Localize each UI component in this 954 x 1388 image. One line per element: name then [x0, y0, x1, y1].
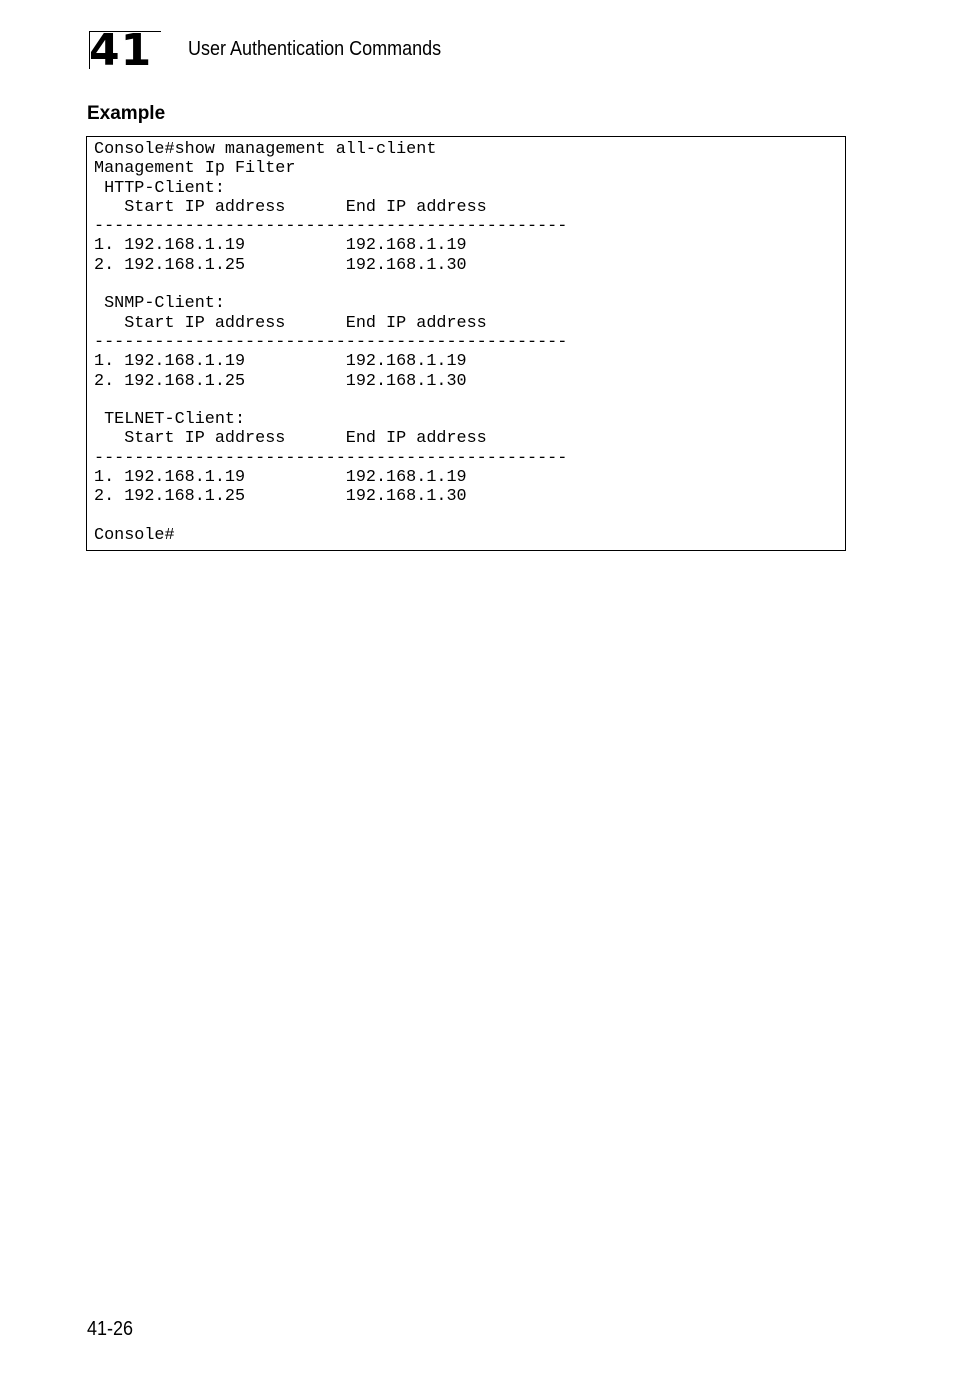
code-line: ----------------------------------------------- [94, 217, 568, 237]
chapter-title: User Authentication Commands [188, 38, 442, 60]
code-line: 2. 192.168.1.25 192.168.1.30 [94, 371, 467, 391]
code-line: Start IP address End IP address [94, 429, 487, 449]
code-example [94, 140, 567, 545]
section-heading: Example [87, 103, 166, 124]
chapter-number: 41 [89, 25, 153, 76]
code-line: ----------------------------------------------- [94, 332, 568, 352]
code-line: 2. 192.168.1.25 192.168.1.30 [94, 487, 467, 507]
code-line: 1. 192.168.1.19 192.168.1.19 [94, 352, 467, 372]
code-line: ----------------------------------------------- [94, 448, 568, 468]
code-line: Start IP address End IP address [94, 197, 487, 217]
code-line: Management Ip Filter [94, 159, 296, 179]
code-line: HTTP-Client: [94, 178, 225, 198]
code-line: TELNET-Client: [94, 410, 246, 430]
code-line: Start IP address End IP address [94, 313, 487, 333]
code-line: 1. 192.168.1.19 192.168.1.19 [94, 236, 467, 256]
code-line: Console# [94, 525, 175, 545]
page-number: 41-26 [87, 1318, 134, 1340]
code-line: Console#show management all-client [94, 140, 437, 159]
code-line: 2. 192.168.1.25 192.168.1.30 [94, 255, 467, 275]
code-line: 1. 192.168.1.19 192.168.1.19 [94, 468, 467, 488]
code-line: SNMP-Client: [94, 294, 225, 314]
